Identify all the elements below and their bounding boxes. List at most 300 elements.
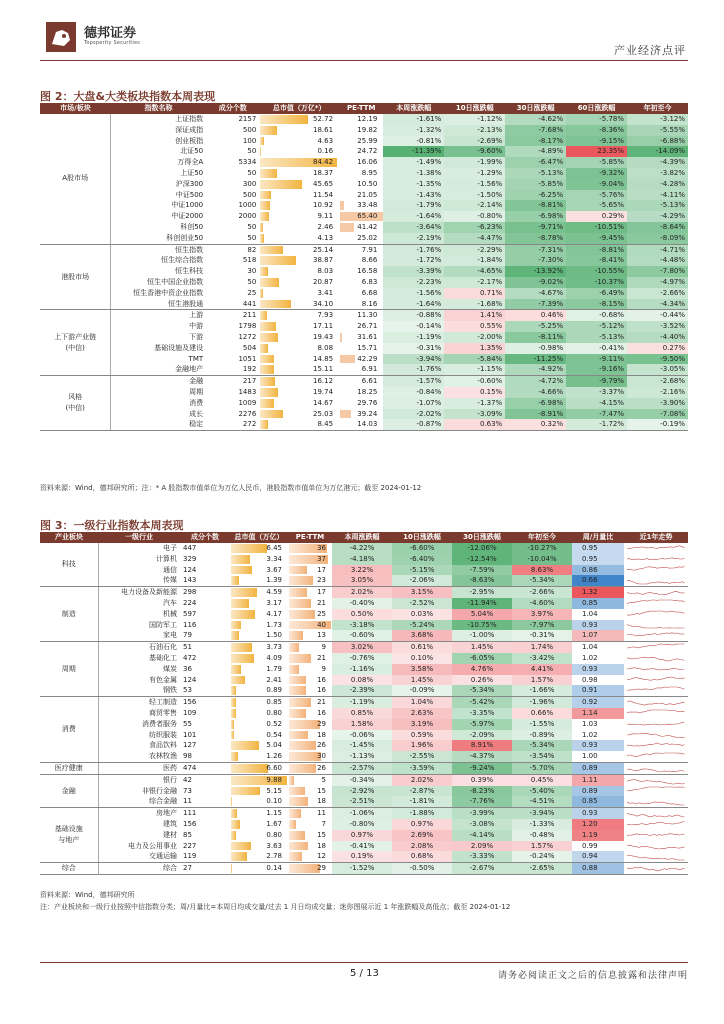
pct-change: -8.41% xyxy=(566,255,627,266)
column-header: 成分个数 xyxy=(206,103,259,114)
pct-change: -6.47% xyxy=(505,157,566,168)
column-header: 年初至今 xyxy=(627,103,688,114)
market-cap-value: 2.78 xyxy=(266,852,282,861)
market-cap-cell xyxy=(259,310,339,321)
table-row xyxy=(40,851,688,862)
pct-change: 0.32% xyxy=(505,419,566,430)
pe-value: 11.30 xyxy=(357,311,378,320)
sparkline-cell xyxy=(624,819,688,830)
pe-value: 18 xyxy=(317,841,326,850)
pct-change: -0.06% xyxy=(332,730,392,741)
pe-cell xyxy=(339,179,383,190)
column-header: 60日涨跌幅 xyxy=(566,103,627,114)
pct-change: -3.42% xyxy=(512,653,572,664)
table-row xyxy=(40,830,688,841)
pe-value: 18.25 xyxy=(357,387,378,396)
industry-name: 有色金属 xyxy=(149,675,177,684)
sparkline-path xyxy=(627,600,685,604)
pct-change: -0.60% xyxy=(444,376,505,387)
constituent-count: 518 xyxy=(242,256,257,265)
constituent-count: 124 xyxy=(183,565,197,574)
pct-change: -3.64% xyxy=(383,222,444,233)
industry-name: 房地产 xyxy=(156,809,177,818)
pct-change: -1.33% xyxy=(512,819,572,830)
pct-change: 1.35% xyxy=(444,343,505,354)
pct-change: -3.39% xyxy=(383,266,444,277)
table-row xyxy=(40,719,688,730)
pe-cell xyxy=(339,190,383,201)
pct-change: -5.65% xyxy=(566,200,627,211)
pct-change: 2.63% xyxy=(392,708,452,719)
column-header: 市场/板块 xyxy=(40,103,111,114)
pct-change: -1.72% xyxy=(566,419,627,430)
pe-value: 25.99 xyxy=(357,136,378,145)
market-cap-cell xyxy=(259,255,339,266)
pct-change: -1.76% xyxy=(383,364,444,375)
sparkline-path xyxy=(627,611,685,615)
market-cap-value: 0.89 xyxy=(266,686,282,695)
pct-change: 0.55% xyxy=(444,321,505,332)
pct-change: -8.63% xyxy=(452,575,512,586)
pct-change: -1.50% xyxy=(444,190,505,201)
constituent-count: 300 xyxy=(242,179,257,188)
group-label: 风格 (中信) xyxy=(40,376,111,431)
trend-sparkline xyxy=(627,752,685,761)
pe-cell xyxy=(339,200,383,211)
pct-change: -1.56% xyxy=(383,288,444,299)
trend-sparkline xyxy=(627,764,685,773)
volume-ratio: 1.20 xyxy=(572,819,624,830)
constituent-count: 50 xyxy=(247,168,257,177)
column-header: 周/月量比 xyxy=(572,532,624,543)
sparkline-path xyxy=(627,802,685,805)
market-cap-cell xyxy=(259,277,339,288)
market-cap-cell xyxy=(230,598,288,609)
market-cap-cell xyxy=(230,796,288,807)
market-cap-value: 9.11 xyxy=(317,212,334,221)
pct-change: -0.88% xyxy=(383,310,444,321)
pct-change: -0.84% xyxy=(383,387,444,398)
pe-cell xyxy=(339,288,383,299)
constituent-count: 101 xyxy=(183,730,197,739)
industry-name: 食品饮料 xyxy=(149,741,177,750)
constituent-count: 2276 xyxy=(238,409,257,418)
pe-value: 21.05 xyxy=(357,190,378,199)
market-cap-value: 1.26 xyxy=(266,752,282,761)
constituent-count: 124 xyxy=(183,675,197,684)
market-cap-cell xyxy=(259,222,339,233)
market-cap-value: 18.61 xyxy=(313,125,334,134)
pe-value: 15 xyxy=(317,830,326,839)
pe-cell xyxy=(288,565,332,576)
pct-change: 0.15% xyxy=(444,387,505,398)
table-row xyxy=(40,419,688,430)
market-cap-value: 52.72 xyxy=(313,115,334,123)
pct-change: -1.68% xyxy=(444,299,505,310)
constituent-count: 42 xyxy=(183,775,192,784)
industry-name: 基础化工 xyxy=(149,653,177,662)
industry-name: 建筑 xyxy=(163,819,177,828)
volume-ratio: 0.91 xyxy=(572,685,624,696)
pct-change: -4.22% xyxy=(332,543,392,554)
pct-change: -4.51% xyxy=(512,796,572,807)
pct-change: 1.58% xyxy=(332,719,392,730)
volume-ratio: 0.94 xyxy=(572,851,624,862)
market-cap-cell xyxy=(259,146,339,157)
pe-cell xyxy=(288,697,332,708)
page-number: 5 / 13 xyxy=(350,968,379,979)
pe-cell xyxy=(339,343,383,354)
pct-change: -2.66% xyxy=(627,288,688,299)
market-cap-cell xyxy=(230,751,288,762)
market-cap-cell xyxy=(259,190,339,201)
pct-change: -6.40% xyxy=(392,554,452,565)
industry-name: 建材 xyxy=(163,830,177,839)
constituent-count: 224 xyxy=(183,598,197,607)
pct-change: 4.76% xyxy=(452,664,512,675)
market-cap-value: 4.63 xyxy=(317,136,334,145)
pct-change: -4.18% xyxy=(332,554,392,565)
sparkline-cell xyxy=(624,740,688,751)
volume-ratio: 0.99 xyxy=(582,841,598,850)
pe-value: 16 xyxy=(317,686,326,695)
market-cap-cell xyxy=(259,200,339,211)
constituent-count: 441 xyxy=(206,299,259,310)
index-name: 上游 xyxy=(189,311,204,320)
table-row xyxy=(40,554,688,565)
pe-value: 18 xyxy=(317,797,326,806)
pct-change: -5.85% xyxy=(505,179,566,190)
pct-change: -5.24% xyxy=(392,620,452,631)
pct-change: -6.05% xyxy=(452,653,512,664)
index-name: 恒生科技 xyxy=(175,267,204,276)
column-header: 30日涨跌幅 xyxy=(505,103,566,114)
market-cap-cell xyxy=(259,157,339,168)
pct-change: -1.37% xyxy=(444,398,505,409)
pe-cell xyxy=(339,299,383,310)
pct-change: -3.05% xyxy=(627,364,688,375)
pct-change: -1.79% xyxy=(383,200,444,211)
pct-change: -1.15% xyxy=(444,364,505,375)
pe-cell xyxy=(339,244,383,255)
sector-label: 金融 xyxy=(40,774,98,807)
index-name: 创业板指 xyxy=(175,136,204,145)
pct-change: -0.34% xyxy=(332,774,392,785)
pct-change: -2.29% xyxy=(444,244,505,255)
pct-change: -6.23% xyxy=(444,222,505,233)
pct-change: -7.59% xyxy=(452,565,512,576)
pct-change: -0.14% xyxy=(383,321,444,332)
pe-cell xyxy=(288,796,332,807)
volume-ratio: 0.93 xyxy=(572,740,624,751)
market-cap-value: 19.43 xyxy=(313,332,334,341)
trend-sparkline xyxy=(627,809,685,818)
pe-value: 25 xyxy=(317,609,326,618)
trend-sparkline xyxy=(627,709,685,718)
table-row xyxy=(40,266,688,277)
trend-sparkline xyxy=(627,654,685,663)
constituent-count: 119 xyxy=(180,851,230,862)
pct-change: -6.25% xyxy=(505,190,566,201)
figure-2-source: 资料来源：Wind，德邦研究所；注：* A 股指数市值单位为万亿人民币，港股指数市值单位为万亿港元；截至 2024-01-12 xyxy=(40,484,422,492)
pe-value: 6.83 xyxy=(361,277,378,286)
pe-value: 21 xyxy=(317,653,326,662)
volume-ratio: 1.02 xyxy=(582,653,598,662)
pe-value: 16.06 xyxy=(357,158,378,167)
table-row xyxy=(40,697,688,708)
sparkline-path xyxy=(627,625,685,629)
pct-change: -0.41% xyxy=(332,841,392,852)
pct-change: -9.71% xyxy=(505,222,566,233)
pe-cell xyxy=(339,146,383,157)
pct-change: -1.43% xyxy=(383,190,444,201)
table-row xyxy=(40,299,688,310)
sparkline-cell xyxy=(624,841,688,852)
pct-change: -4.37% xyxy=(452,751,512,762)
pct-change: -8.09% xyxy=(627,233,688,244)
pct-change: -11.94% xyxy=(452,598,512,609)
table-row xyxy=(40,630,688,641)
sparkline-cell xyxy=(624,554,688,565)
pct-change: -9.24% xyxy=(452,762,512,774)
pe-cell xyxy=(288,587,332,598)
pct-change: -4.14% xyxy=(452,830,512,841)
figure-2-title: 图 2：大盘&大类板块指数本周表现 xyxy=(40,90,216,103)
pct-change: -6.60% xyxy=(392,543,452,554)
pe-value: 17 xyxy=(317,588,326,597)
pct-change: -0.19% xyxy=(627,419,688,430)
industry-name: 综合 xyxy=(98,863,180,875)
pct-change: 2.08% xyxy=(392,841,452,852)
pct-change: 2.02% xyxy=(392,774,452,785)
sparkline-path xyxy=(627,846,685,850)
table-row xyxy=(40,255,688,266)
index-name: 中证2000 xyxy=(171,212,204,221)
constituent-count: 85 xyxy=(183,830,192,839)
pct-change: 0.39% xyxy=(452,774,512,785)
pct-change: -5.34% xyxy=(452,685,512,696)
pct-change: -2.13% xyxy=(444,125,505,136)
sector-label: 消费 xyxy=(40,697,98,763)
table-row xyxy=(40,398,688,409)
market-cap-cell xyxy=(230,708,288,719)
pct-change: -8.15% xyxy=(566,299,627,310)
pct-change: -0.60% xyxy=(332,630,392,641)
market-cap-value: 7.93 xyxy=(317,311,334,320)
table-row xyxy=(40,740,688,751)
pe-value: 8.66 xyxy=(361,256,378,265)
market-cap-value: 25.03 xyxy=(313,409,334,418)
group-label: 上下游产业链 (中信) xyxy=(40,310,111,376)
constituent-count: 98 xyxy=(180,751,230,762)
pct-change: -1.52% xyxy=(332,863,392,875)
trend-sparkline xyxy=(627,631,685,640)
index-name: 北证50 xyxy=(180,147,204,156)
market-cap-cell xyxy=(230,554,288,565)
table-row xyxy=(40,543,688,554)
market-cap-value: 4.17 xyxy=(266,609,282,618)
constituent-count: 50 xyxy=(247,147,257,156)
industry-name: 计算机 xyxy=(156,554,177,563)
table-row xyxy=(40,774,688,785)
constituent-count: 227 xyxy=(183,841,197,850)
market-cap-value: 8.08 xyxy=(317,343,334,352)
table-row xyxy=(40,168,688,179)
pct-change: -9.16% xyxy=(566,364,627,375)
pe-cell xyxy=(288,653,332,664)
pct-change: -5.25% xyxy=(505,321,566,332)
pe-value: 6.91 xyxy=(361,365,378,374)
pct-change: -10.51% xyxy=(566,222,627,233)
pct-change: -2.95% xyxy=(452,587,512,598)
table-row xyxy=(40,409,688,420)
sparkline-cell xyxy=(624,664,688,675)
market-cap-cell xyxy=(230,819,288,830)
market-cap-cell xyxy=(259,233,339,244)
pct-change: -0.98% xyxy=(505,343,566,354)
pct-change: -3.09% xyxy=(444,409,505,420)
trend-sparkline xyxy=(627,797,685,806)
market-cap-value: 1.39 xyxy=(266,576,282,585)
footer-rule xyxy=(40,962,688,963)
pe-cell xyxy=(339,419,383,430)
pe-cell xyxy=(339,376,383,387)
market-cap-value: 0.10 xyxy=(266,797,282,806)
market-cap-bar xyxy=(231,864,232,873)
index-name: 上证指数 xyxy=(175,115,204,123)
table-row xyxy=(40,841,688,852)
volume-ratio: 1.07 xyxy=(572,630,624,641)
table-row xyxy=(40,354,688,365)
index-name: 稳定 xyxy=(111,419,206,430)
sparkline-cell xyxy=(624,697,688,708)
constituent-count: 127 xyxy=(183,741,197,750)
constituent-count: 597 xyxy=(183,609,197,618)
pct-change: -5.84% xyxy=(444,354,505,365)
industry-name: 通信 xyxy=(163,565,177,574)
sparkline-cell xyxy=(624,675,688,686)
market-cap-cell xyxy=(259,321,339,332)
column-header: 本周涨跌幅 xyxy=(332,532,392,543)
pe-value: 12.19 xyxy=(357,115,378,123)
sparkline-cell xyxy=(624,863,688,875)
pe-cell xyxy=(339,277,383,288)
pct-change: -2.14% xyxy=(444,200,505,211)
pct-change: -2.39% xyxy=(332,685,392,696)
pct-change: -12.06% xyxy=(452,543,512,554)
pe-cell xyxy=(288,808,332,819)
pe-value: 24.72 xyxy=(357,147,378,156)
pct-change: -0.31% xyxy=(383,343,444,354)
pct-change: -11.39% xyxy=(383,146,444,157)
volume-ratio: 0.93 xyxy=(572,620,624,631)
market-cap-value: 4.59 xyxy=(266,588,282,597)
trend-sparkline xyxy=(627,820,685,829)
pct-change: -1.96% xyxy=(512,697,572,708)
market-cap-value: 4.13 xyxy=(317,233,334,242)
pct-change: -1.49% xyxy=(383,157,444,168)
volume-ratio: 0.66 xyxy=(572,575,624,586)
constituent-count: 329 xyxy=(183,554,197,563)
constituent-count: 2000 xyxy=(238,212,257,221)
industry-name: 银行 xyxy=(163,775,177,784)
table-row xyxy=(40,136,688,147)
market-cap-cell xyxy=(259,332,339,343)
trend-sparkline xyxy=(627,730,685,739)
pct-change: -10.55% xyxy=(566,266,627,277)
market-cap-value: 34.10 xyxy=(313,299,334,308)
trend-sparkline xyxy=(627,852,685,861)
sparkline-cell xyxy=(624,598,688,609)
pct-change: -8.11% xyxy=(505,332,566,343)
pe-value: 26 xyxy=(317,741,326,750)
volume-ratio: 1.00 xyxy=(572,751,624,762)
pct-change: -9.60% xyxy=(444,146,505,157)
group-label: A股市场 xyxy=(40,114,111,244)
pct-change: -2.23% xyxy=(383,277,444,288)
market-cap-cell xyxy=(230,543,288,554)
market-cap-cell xyxy=(259,168,339,179)
industry-name: 非银行金融 xyxy=(142,786,177,795)
column-header: 近1年走势 xyxy=(624,532,688,543)
pct-change: -3.90% xyxy=(627,398,688,409)
column-header: 30日涨跌幅 xyxy=(452,532,512,543)
index-name: 科创50 xyxy=(180,222,204,231)
pe-cell xyxy=(339,125,383,136)
volume-ratio: 0.85 xyxy=(572,598,624,609)
pe-value: 12 xyxy=(317,852,326,861)
constituent-count: 73 xyxy=(183,786,192,795)
header-row xyxy=(40,532,688,543)
constituent-count: 111 xyxy=(183,809,197,818)
pct-change: 0.26% xyxy=(452,675,512,686)
market-cap-value: 0.54 xyxy=(266,730,282,739)
pct-change: 3.19% xyxy=(392,719,452,730)
constituent-count: 36 xyxy=(183,664,192,673)
pct-change: -3.35% xyxy=(452,708,512,719)
sparkline-path xyxy=(627,734,685,739)
market-cap-cell xyxy=(230,587,288,598)
pct-change: -6.88% xyxy=(627,136,688,147)
pct-change: -2.16% xyxy=(627,387,688,398)
pct-change: -4.60% xyxy=(512,598,572,609)
sparkline-path xyxy=(627,567,685,571)
volume-ratio: 1.14 xyxy=(572,708,624,719)
pe-cell xyxy=(339,398,383,409)
pct-change: -4.72% xyxy=(505,376,566,387)
table-row xyxy=(40,244,688,255)
pct-change: -4.40% xyxy=(627,332,688,343)
sparkline-path xyxy=(627,546,685,549)
constituent-count: 82 xyxy=(247,245,257,254)
pct-change: 23.35% xyxy=(566,146,627,157)
market-cap-cell xyxy=(259,387,339,398)
index-name: 恒生港股通 xyxy=(111,299,206,310)
pe-value: 16 xyxy=(317,675,326,684)
pe-cell xyxy=(339,321,383,332)
market-cap-cell xyxy=(259,136,339,147)
column-header: 10日涨跌幅 xyxy=(392,532,452,543)
market-cap-cell xyxy=(230,863,288,875)
sparkline-cell xyxy=(624,543,688,554)
table-row xyxy=(40,664,688,675)
report-type: 产业经济点评 xyxy=(614,44,686,57)
sparkline-cell xyxy=(624,851,688,862)
constituent-count: 50 xyxy=(206,233,259,244)
index-name: 金融 xyxy=(189,377,204,386)
industry-name: 电子 xyxy=(163,544,177,552)
pe-cell xyxy=(339,222,383,233)
